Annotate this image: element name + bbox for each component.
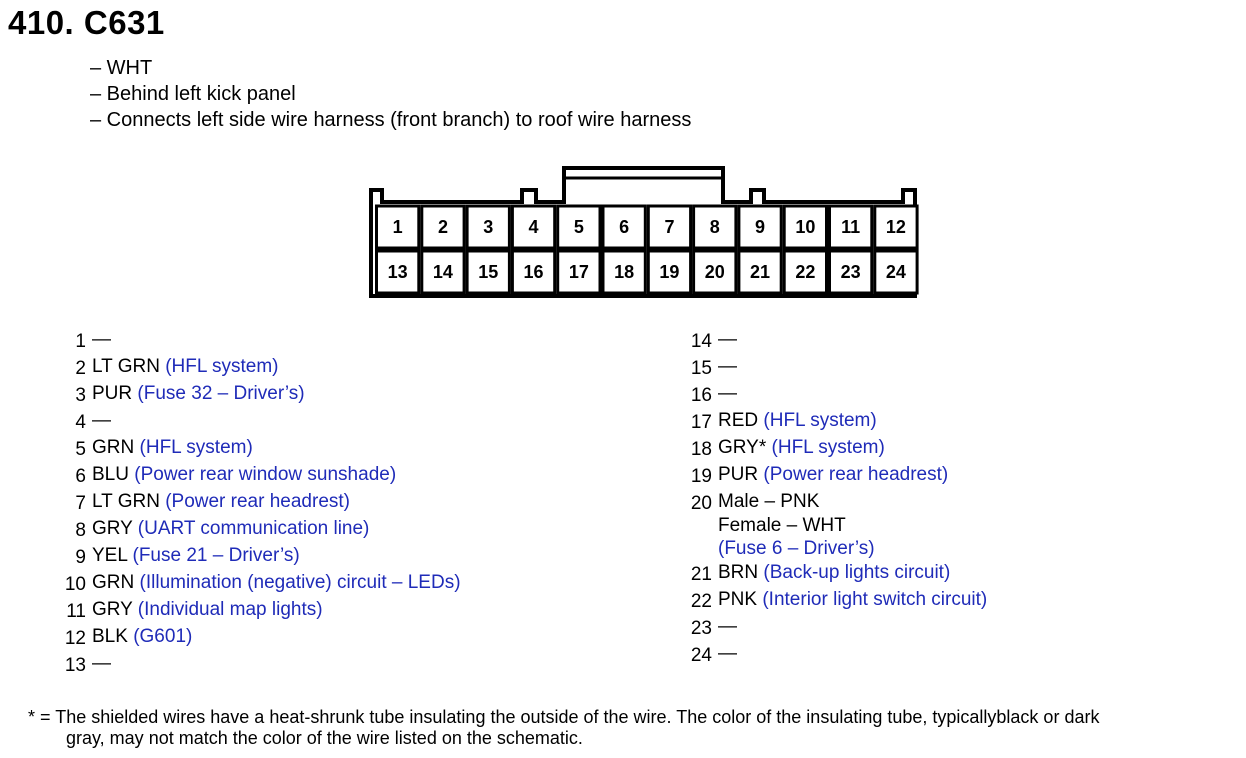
- wire-color: BRN: [718, 561, 759, 583]
- pin-number-label: 19: [659, 262, 680, 282]
- wire-color: GRY: [92, 599, 133, 620]
- circuit-description: (HFL system): [763, 410, 877, 431]
- pin-entry: [680, 615, 987, 642]
- pin-number: 16: [690, 385, 712, 406]
- footnote-line-1: * = The shielded wires have a heat-shrunk tube insulating the outside of the wire. The color of the insulating tube, typicallyblack or dark: [28, 707, 1100, 727]
- connector-color: – WHT: [90, 57, 153, 79]
- pin-number-label: 4: [528, 217, 539, 237]
- pin-entry: [680, 409, 987, 436]
- pin-number: 3: [75, 385, 86, 406]
- pin-number-label: 13: [387, 262, 408, 282]
- circuit-description: (Interior light switch circuit): [762, 588, 988, 610]
- pin-number: 11: [66, 601, 86, 622]
- circuit-description: (HFL system): [165, 356, 279, 377]
- pin-number: 14: [690, 331, 712, 352]
- pin-number-label: 23: [840, 262, 861, 282]
- pin-entry: [54, 355, 461, 382]
- pin-number-label: 22: [795, 262, 816, 282]
- wire-color: —: [718, 383, 737, 404]
- pin-entry: [54, 544, 461, 571]
- footnote-line-2: gray, may not match the color of the wire listed on the schematic.: [66, 728, 583, 748]
- pin-number: 12: [64, 628, 86, 649]
- pin-entry: [680, 561, 987, 588]
- wire-color: —: [718, 329, 737, 350]
- pin-entry: [54, 625, 461, 652]
- pin-entry: [54, 571, 461, 598]
- wire-color: GRN: [92, 437, 135, 458]
- pin-number: 20: [690, 493, 712, 514]
- wire-color: BLK: [92, 626, 128, 647]
- pin-number-label: 12: [885, 217, 906, 237]
- pin-number: 5: [75, 439, 86, 460]
- pin-number: 24: [690, 644, 712, 666]
- pin-number: 2: [75, 358, 86, 379]
- pin-number-label: 3: [483, 217, 494, 237]
- wire-color: —: [92, 410, 111, 431]
- circuit-description: (UART communication line): [137, 518, 370, 539]
- wire-color: RED: [718, 410, 759, 431]
- pin-number-label: 8: [709, 217, 720, 237]
- circuit-description: (HFL system): [139, 437, 253, 458]
- pin-number-label: 21: [750, 262, 771, 282]
- pin-entry: [680, 436, 987, 463]
- pin-entry: [680, 382, 987, 409]
- pin-number: 15: [690, 358, 712, 379]
- wire-color: —: [718, 356, 737, 377]
- wire-color: GRY: [92, 518, 133, 539]
- pin-list-right: [680, 328, 987, 669]
- pin-entry: [54, 598, 461, 625]
- wire-color: PUR: [92, 383, 133, 404]
- pin-number-label: 10: [795, 217, 816, 237]
- pin-entry: [54, 652, 461, 679]
- wire-color-female: Female – WHT: [718, 514, 846, 536]
- pin-number-label: 11: [841, 217, 861, 237]
- pin-number-label: 9: [755, 217, 766, 237]
- pin-number-label: 16: [523, 262, 544, 282]
- pin-entry: [680, 328, 987, 355]
- wire-color: LT GRN: [92, 356, 160, 377]
- pin-number: 4: [75, 412, 86, 433]
- pin-number-label: 15: [478, 262, 499, 282]
- wire-color: —: [718, 642, 737, 664]
- connector-connects: – Connects left side wire harness (front branch) to roof wire harness: [90, 109, 692, 131]
- pin-number-label: 17: [568, 262, 589, 282]
- wire-color: BLU: [92, 464, 129, 485]
- pin-number: 9: [75, 547, 86, 568]
- pin-number-label: 6: [619, 217, 630, 237]
- pin-entry: [54, 463, 461, 490]
- pin-entry: [54, 382, 461, 409]
- pin-entry: [54, 490, 461, 517]
- circuit-description: (Illumination (negative) circuit – LEDs): [139, 572, 461, 593]
- circuit-description: (HFL system): [771, 437, 885, 458]
- circuit-description: (Power rear headrest): [165, 491, 350, 512]
- circuit-description: (Power rear headrest): [763, 464, 949, 485]
- pin-number-label: 2: [437, 217, 448, 237]
- wire-color: YEL: [92, 545, 128, 566]
- pin-number-label: 5: [573, 217, 584, 237]
- circuit-description: (Fuse 32 – Driver’s): [137, 383, 305, 404]
- pin-number-label: 7: [664, 217, 675, 237]
- wire-color: —: [92, 329, 111, 350]
- pin-entry: [54, 517, 461, 544]
- connector-face-diagram: [368, 166, 920, 300]
- connector-location: – Behind left kick panel: [90, 83, 296, 105]
- wire-color: —: [718, 615, 737, 637]
- pin-list-left: [54, 328, 461, 679]
- pin-number-label: 14: [432, 262, 453, 282]
- wire-color: PUR: [718, 464, 759, 485]
- wire-color: —: [92, 653, 111, 674]
- pin-entry: [680, 642, 987, 669]
- circuit-description: (Power rear window sunshade): [134, 464, 397, 485]
- pin-entry: [54, 436, 461, 463]
- pin-number: 21: [690, 563, 712, 585]
- pin-entry: [54, 409, 461, 436]
- circuit-description: (Fuse 21 – Driver’s): [132, 545, 300, 566]
- circuit-description: (G601): [133, 626, 193, 647]
- pin-number: 19: [690, 466, 712, 487]
- pin-entry: [680, 490, 987, 561]
- wire-color: PNK: [718, 588, 758, 610]
- pin-entry: [680, 588, 987, 615]
- pin-number: 22: [690, 590, 712, 612]
- pin-number: 1: [75, 331, 86, 352]
- pin-number: 23: [690, 617, 712, 639]
- pin-number: 18: [690, 439, 712, 460]
- pin-number: 10: [64, 574, 86, 595]
- pin-number: 6: [75, 466, 86, 487]
- pin-number: 13: [64, 655, 86, 676]
- pin-entry: [54, 328, 461, 355]
- footnote: [28, 707, 1243, 749]
- pin-entry: [680, 463, 987, 490]
- pin-number: 8: [75, 520, 86, 541]
- circuit-description: (Individual map lights): [137, 599, 323, 620]
- wire-color: Male – PNK: [718, 491, 820, 512]
- pin-number: 17: [690, 412, 712, 433]
- pin-number-label: 18: [614, 262, 635, 282]
- pin-number-label: 1: [392, 217, 403, 237]
- pin-number-label: 20: [704, 262, 725, 282]
- pin-entry: [680, 355, 987, 382]
- wire-color: GRY*: [718, 437, 767, 458]
- pin-number-label: 24: [885, 262, 906, 282]
- circuit-description: (Back-up lights circuit): [763, 561, 951, 583]
- connector-title: 410. C631: [8, 4, 165, 41]
- wire-color: GRN: [92, 572, 135, 593]
- pin-number: 7: [75, 493, 86, 514]
- circuit-description: (Fuse 6 – Driver’s): [718, 538, 875, 559]
- connector-info: [90, 55, 691, 133]
- wire-color: LT GRN: [92, 491, 160, 512]
